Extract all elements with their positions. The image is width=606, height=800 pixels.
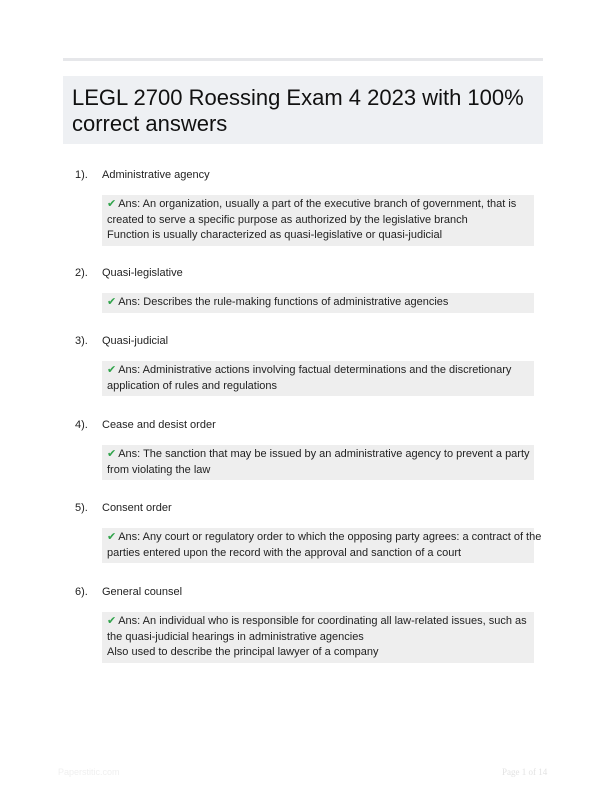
footer-page-number: Page 1 of 14 [502, 767, 548, 777]
question-number: 4). [75, 419, 88, 431]
question-term: Consent order [102, 502, 172, 514]
title-banner [63, 76, 543, 144]
answer-line: Ans: An individual who is responsible for coordinating all law-related issues, such as [118, 615, 527, 627]
qa-item-4 [75, 417, 535, 480]
qa-item-5 [75, 500, 542, 563]
answer-box [102, 361, 534, 396]
question-number: 2). [75, 267, 88, 279]
page-title: LEGL 2700 Roessing Exam 4 2023 with 100% correct answers [72, 85, 524, 136]
checkmark-icon: ✔ [107, 296, 117, 308]
checkmark-icon: ✔ [107, 615, 117, 627]
question-term: Quasi-legislative [102, 267, 183, 279]
top-divider [63, 58, 543, 61]
answer-box [102, 612, 534, 663]
answer-line: Also used to describe the principal lawyer of a company [107, 646, 379, 658]
checkmark-icon: ✔ [107, 531, 117, 543]
qa-item-6 [75, 584, 535, 663]
checkmark-icon: ✔ [107, 448, 117, 460]
answer-box [102, 445, 534, 480]
qa-item-3 [75, 333, 535, 396]
qa-item-1 [75, 167, 535, 246]
answer-line: Function is usually characterized as quasi-legislative or quasi-judicial [107, 229, 443, 241]
question-term: Cease and desist order [102, 419, 216, 431]
question-term: General counsel [102, 586, 183, 598]
question-term: Administrative agency [102, 169, 210, 181]
answer-line: Ans: Describes the rule-making functions of administrative agencies [118, 296, 449, 308]
answer-line: from violating the law [107, 463, 211, 476]
question-number: 5). [75, 502, 88, 514]
checkmark-icon: ✔ [107, 198, 117, 210]
checkmark-icon: ✔ [107, 364, 117, 376]
answer-line: the quasi-judicial hearings in administrative agencies [107, 630, 364, 643]
question-number: 1). [75, 169, 88, 181]
question-number: 6). [75, 586, 88, 598]
answer-line: application of rules and regulations [107, 379, 278, 392]
question-number: 3). [75, 335, 88, 347]
question-term: Quasi-judicial [102, 335, 169, 347]
answer-line: created to serve a specific purpose as authorized by the legislative branch [107, 213, 468, 226]
answer-box [102, 293, 534, 313]
answer-box [102, 528, 542, 563]
footer-site-watermark: Paperstitic.com [58, 767, 120, 777]
answer-line: Ans: Any court or regulatory order to which the opposing party agrees: a contract of the [118, 531, 542, 543]
answer-box [102, 195, 534, 246]
answer-line: parties entered upon the record with the approval and sanction of a court [107, 546, 462, 559]
answer-line: Ans: The sanction that may be issued by an administrative agency to prevent a party [118, 448, 530, 460]
qa-item-2 [75, 265, 535, 313]
answer-line: Ans: Administrative actions involving factual determinations and the discretionary [118, 364, 512, 376]
answer-line: Ans: An organization, usually a part of the executive branch of government, that is [118, 198, 517, 210]
